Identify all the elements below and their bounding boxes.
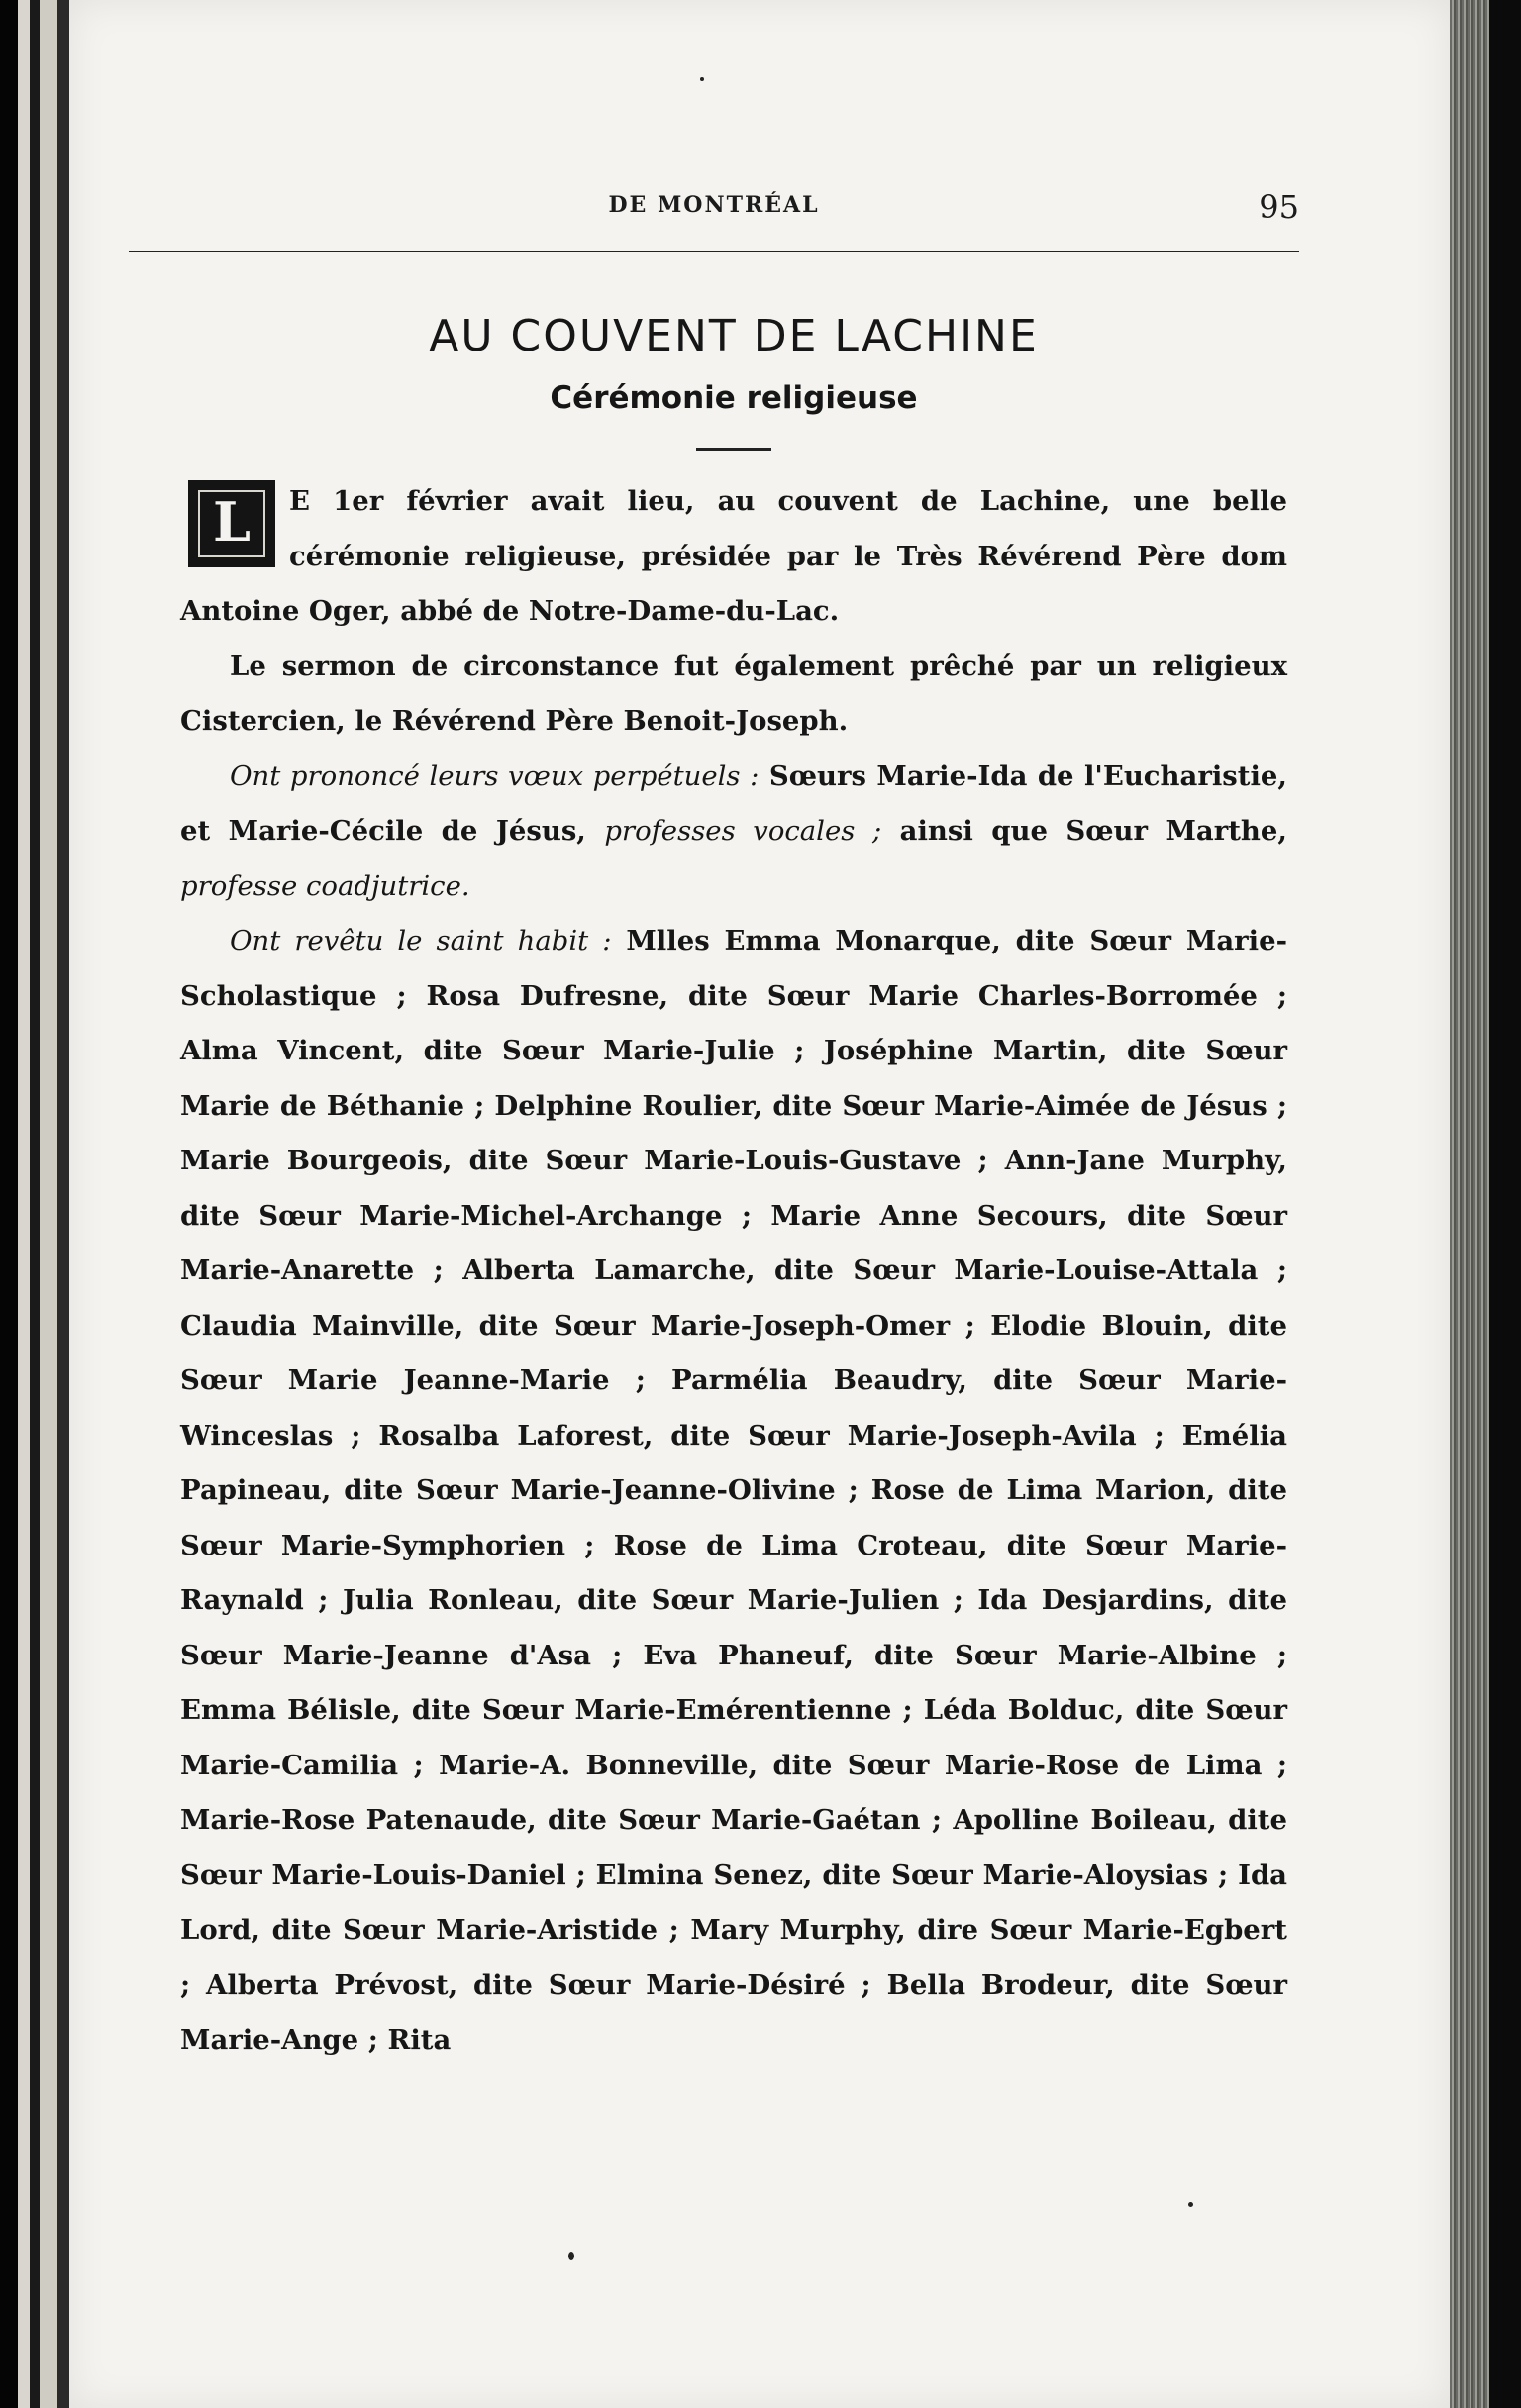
title-rule	[696, 448, 771, 451]
habit-names: Mlles Emma Monarque, dite Sœur Marie-Scholastique ; Rosa Dufresne, dite Sœur Marie Charles-Borromée ; Alma Vincent, dite Sœur Marie-Julie ; Joséphine Martin, dite Sœur Marie de Béthanie ; Delphine Roulier, dite Sœur Marie-Aimée de Jésus ; Marie Bourgeois, dite Sœur Marie-Louis-Gustave ; Ann-Jane Murphy, dite Sœur Marie-Michel-Archange ; Marie Anne Secours, dite Sœur Marie-Anarette ; Alberta Lamarche, dite Sœur Marie-Louise-Attala ; Claudia Mainville, dite Sœur Marie-Joseph-Omer ; Elodie Blouin, dite Sœur Marie Jeanne-Marie ; Parmélia Beaudry, dite Sœur Marie-Winceslas ; Rosalba Laforest, dite Sœur Marie-Joseph-Avila ; Emélia Papineau, dite Sœur Marie-Jeanne-Olivine ; Rose de Lima Marion, dite Sœur Marie-Symphorien ; Rose de Lima Croteau, dite Sœur Marie-Raynald ; Julia Ronleau, dite Sœur Marie-Julien ; Ida Desjardins, dite Sœur Marie-Jeanne d'Asa ; Eva Phaneuf, dite Sœur Marie-Albine ; Emma Bélisle, dite Sœur Marie-Emérentienne ; Léda Bolduc, dite Sœur Marie-Camilia ; Marie-A. Bonneville, dite Sœur Marie-Rose de Lima ; Marie-Rose Patenaude, dite Sœur Marie-Gaétan ; Apolline Boileau, dite Sœur Marie-Louis-Daniel ; Elmina Senez, dite Sœur Marie-Aloysias ; Ida Lord, dite Sœur Marie-Aristide ; Mary Murphy, dire Sœur Marie-Egbert ; Alberta Prévost, dite Sœur Marie-Désiré ; Bella Brodeur, dite Sœur Marie-Ange ; Rita	[180, 925, 1287, 2056]
print-speck	[568, 2252, 574, 2260]
article-title: AU COUVENT DE LACHINE	[429, 311, 1039, 361]
article	[180, 307, 1287, 2068]
book-page-edges	[1450, 0, 1521, 2408]
page-number: 95	[1259, 188, 1299, 226]
paragraph-2: Le sermon de circonstance fut également prêché par un religieux Cistercien, le Révérend Père Benoit-Joseph.	[180, 650, 1287, 737]
print-speck	[1188, 2202, 1193, 2207]
dropcap-letter: L	[213, 490, 251, 553]
vows-names-b: ainsi que Sœur Marthe,	[881, 815, 1287, 847]
vows-lead: Ont prononcé leurs vœux perpétuels :	[230, 759, 760, 792]
paragraph-4	[180, 914, 1287, 2068]
running-title: DE MONTRÉAL	[608, 192, 820, 218]
paragraph-3	[180, 750, 1287, 915]
book-left-edge	[0, 0, 69, 2408]
running-head	[129, 178, 1299, 248]
paragraph-1	[180, 474, 1287, 640]
vows-role-2: professe coadjutrice.	[180, 869, 470, 902]
print-speck	[700, 77, 704, 81]
header-rule	[129, 251, 1299, 252]
dropcap-ornament	[188, 480, 275, 567]
vows-role-1: professes vocales ;	[604, 815, 882, 847]
paragraph-1-text: E 1er février avait lieu, au couvent de Lachine, une belle cérémonie religieuse, présidée par le Très Révérend Père dom Antoine Oger, abbé de Notre-Dame-du-Lac.	[180, 485, 1287, 627]
article-subtitle: Cérémonie religieuse	[550, 380, 918, 416]
vows-names-a: Sœurs Marie-Ida de l'Eucharistie, et Marie-Cécile de Jésus,	[180, 759, 1288, 847]
habit-lead: Ont revêtu le saint habit :	[230, 925, 612, 956]
